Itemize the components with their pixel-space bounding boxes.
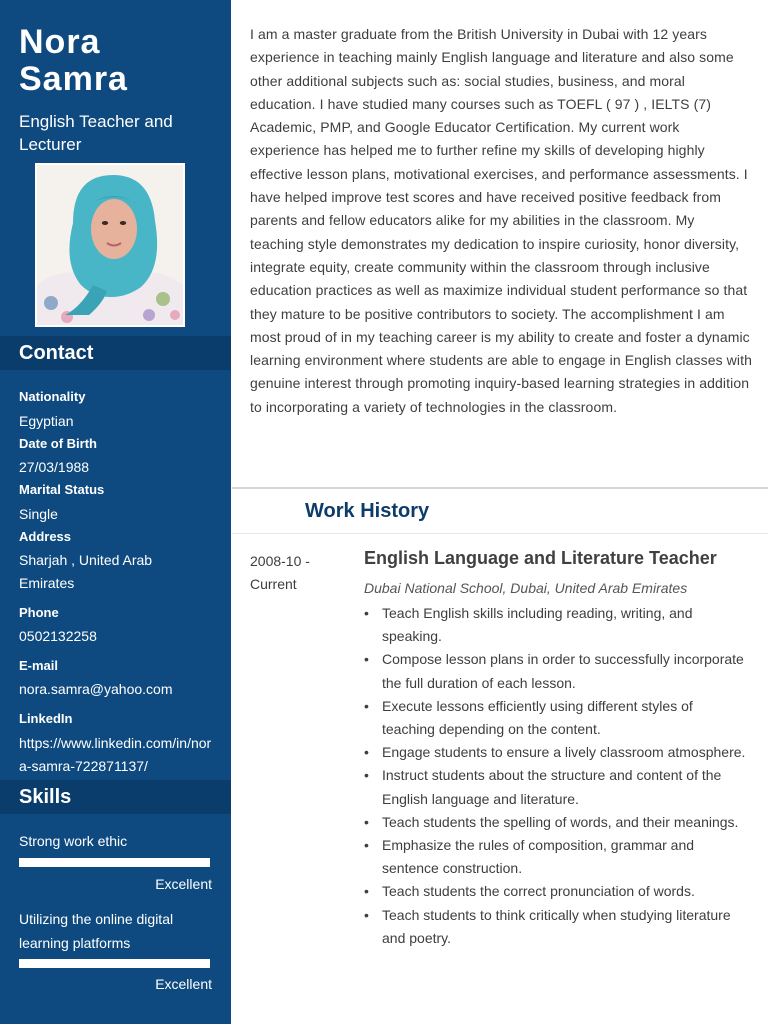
work-history-heading: Work History	[305, 500, 430, 522]
linkedin-link[interactable]: https://www.linkedin.com/in/nora-samra-722871137/	[19, 735, 212, 774]
email-label: E-mail	[19, 658, 59, 673]
job-duty-item: • Teach students to think critically when studying literature and poetry.	[364, 904, 748, 950]
address-label: Address	[19, 529, 72, 544]
sidebar	[0, 0, 231, 1024]
job-duty-item: • Emphasize the rules of composition, grammar and sentence construction.	[364, 834, 748, 880]
marital-status-value: Single	[19, 506, 58, 522]
job-duty-item: • Execute lessons efficiently using different styles of teaching depending on the content.	[364, 695, 748, 741]
person-name	[19, 24, 219, 98]
headline: English Teacher and Lecturer	[19, 112, 173, 154]
skill-level-text: Excellent	[155, 876, 212, 892]
job-company: Dubai National School, Dubai, United Arab Emirates	[364, 580, 688, 596]
skills-heading: Skills	[19, 786, 72, 808]
last-name: Samra	[19, 60, 128, 98]
job-dates: 2008-10 - Current	[250, 553, 310, 592]
skills-section-header	[0, 780, 231, 814]
skill-level-bar	[19, 858, 210, 867]
job-duty-item: • Compose lesson plans in order to successfully incorporate the full duration of each lesson.	[364, 648, 748, 694]
contact-heading: Contact	[19, 342, 94, 364]
job-duty-item: • Teach English skills including reading, writing, and speaking.	[364, 602, 748, 648]
job-duty-item: • Teach students the correct pronunciation of words.	[364, 880, 748, 903]
job-duty-item: • Instruct students about the structure and content of the English language and literature.	[364, 764, 748, 810]
nationality-value: Egyptian	[19, 413, 74, 429]
profile-photo-frame	[35, 163, 185, 327]
section-divider	[232, 487, 768, 489]
email-link[interactable]: nora.samra@yahoo.com	[19, 681, 173, 697]
skill-level-bar	[19, 959, 210, 968]
job-title: English Language and Literature Teacher	[364, 548, 717, 568]
skill-name: Strong work ethic	[19, 833, 128, 849]
marital-status-label: Marital Status	[19, 482, 105, 497]
phone-value: 0502132258	[19, 628, 97, 644]
nationality-label: Nationality	[19, 389, 86, 404]
first-name: Nora	[19, 23, 101, 61]
profile-photo	[37, 165, 183, 325]
skill-level-text: Excellent	[155, 976, 212, 992]
skill-name: Utilizing the online digital learning platforms	[19, 911, 174, 951]
job-duties-list	[364, 602, 748, 950]
job-duty-item: • Engage students to ensure a lively classroom atmosphere.	[364, 741, 748, 764]
phone-label: Phone	[19, 605, 59, 620]
job-duty-item: • Teach students the spelling of words, and their meanings.	[364, 811, 748, 834]
section-divider	[232, 533, 768, 534]
dob-value: 27/03/1988	[19, 459, 90, 475]
dob-label: Date of Birth	[19, 436, 97, 451]
address-value: Sharjah , United Arab Emirates	[19, 552, 153, 591]
linkedin-label: LinkedIn	[19, 711, 73, 726]
professional-summary: I am a master graduate from the British University in Dubai with 12 years experience in teaching mainly English language and literature and also some other additional subjects such as: social studies, business, and moral education. I have studied many courses such as TOEFL ( 97 ) , IELTS (7) Academic, PMP, and Google Educator Certification. My current work experience has helped me to further refine my skills of developing highly effective lesson plans, motivational exercises, and performance assessments. I have helped improve test scores and have received positive feedback from parents and fellow educators alike for my abilities in the classroom. My teaching style demonstrates my dedication to inspire curiosity, honor diversity, integrate equity, create community within the classroom through inclusive education practices as well as maximize individual student performance so that they mature to be positive contributors to society. The accomplishment I am most proud of in my teaching career is my ability to create and foster a dynamic learning environment where students are able to engage in English classes with genuine interest through promoting inquiry-based learning strategies in addition to incorporating a variety of technologies in the classroom.	[250, 26, 752, 415]
contact-section-header	[0, 336, 231, 370]
